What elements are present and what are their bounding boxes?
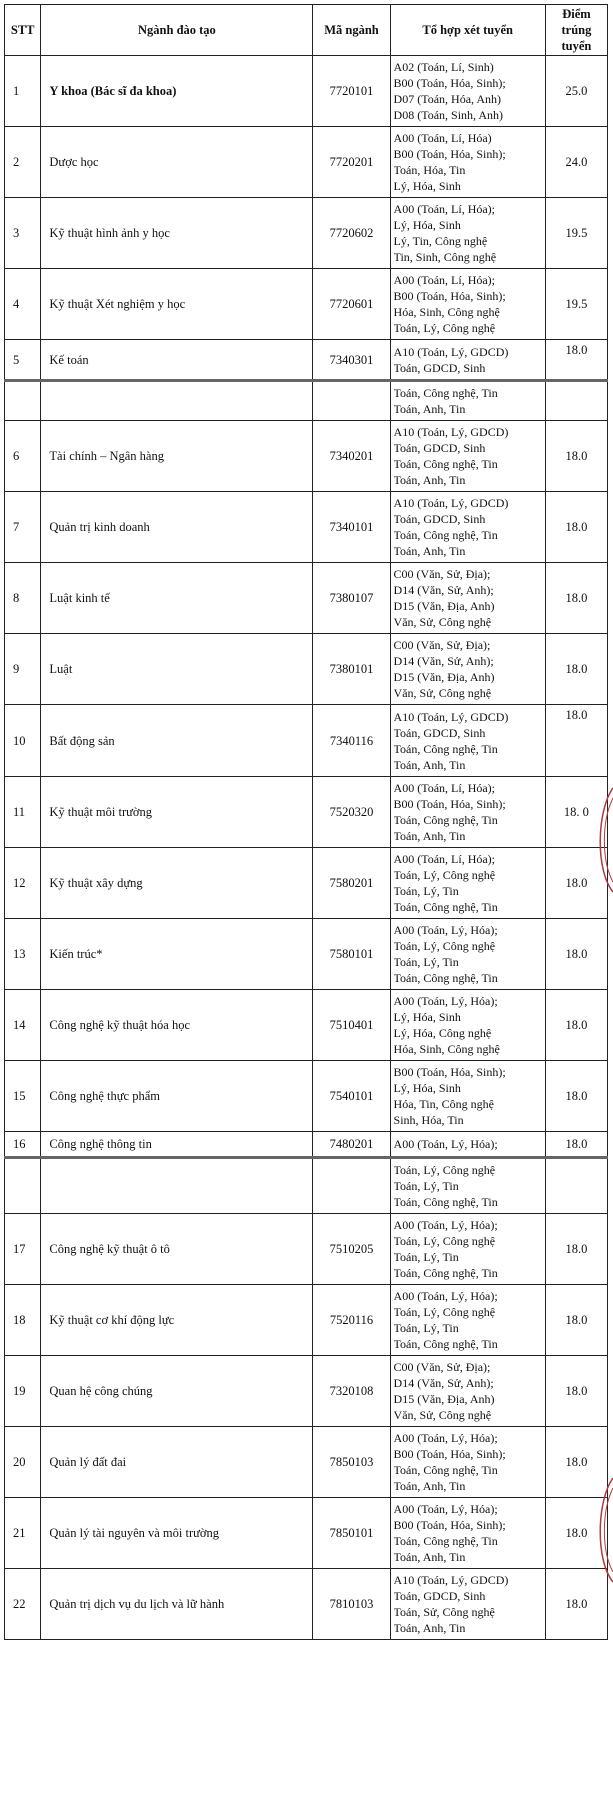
row-stt: 8 [5,563,41,634]
row-admission-score: 18.0 [545,340,607,381]
row-major-name: Kỹ thuật hình ảnh y học [41,198,313,269]
subject-combination-line: A10 (Toán, Lý, GDCD) [393,344,509,359]
row-major-name: Luật kinh tế [41,563,313,634]
row-admission-score: 18.0 [545,421,607,492]
subject-combination-line: Toán, Anh, Tin [393,1621,466,1635]
subject-combination-line: A00 (Toán, Lý, Hóa); [393,1137,498,1151]
table-row [5,56,608,127]
header-admission-score: Điểm trúng tuyển [545,5,607,56]
row-subject-combinations [390,127,545,198]
subject-combination-line: D14 (Văn, Sử, Anh); [393,583,494,597]
subject-combination-line: Toán, GDCD, Sinh [393,1589,486,1603]
row-major-name: Bất động sản [41,705,313,777]
subject-combination-line: Toán, Anh, Tin [393,1550,466,1564]
row-stt: 13 [5,919,41,990]
row-major-code: 7510205 [313,1214,390,1285]
subject-combination-line: Toán, Anh, Tin [393,1479,466,1493]
row-major-code: 7580201 [313,848,390,919]
subject-combination-line: B00 (Toán, Hóa, Sinh); [393,1518,506,1532]
subject-combination-line: C00 (Văn, Sử, Địa); [393,638,491,652]
row-major-code: 7580101 [313,919,390,990]
subject-combination-line: A00 (Toán, Lý, Hóa); [393,1502,498,1516]
row-major-name: Luật [41,634,313,705]
row-major-name [41,1158,313,1214]
row-subject-combinations [390,990,545,1061]
row-admission-score: 19.5 [545,269,607,340]
subject-combination-line: D15 (Văn, Địa, Anh) [393,670,495,684]
subject-combination-line: Hóa, Sinh, Công nghệ [393,305,500,319]
table-row [5,1132,608,1158]
subject-combination-line: D15 (Văn, Địa, Anh) [393,1392,495,1406]
table-row [5,777,608,848]
subject-combination-line: Toán, Công nghệ, Tin [393,971,498,985]
subject-combination-line: A00 (Toán, Lí, Hóa); [393,781,496,795]
subject-combination-line: Toán, Hóa, Tin [393,163,466,177]
row-subject-combinations [390,1158,545,1214]
row-major-name: Kỹ thuật Xét nghiệm y học [41,269,313,340]
row-major-name: Công nghệ kỹ thuật hóa học [41,990,313,1061]
row-subject-combinations [390,563,545,634]
row-admission-score: 18.0 [545,492,607,563]
row-admission-score: 24.0 [545,127,607,198]
subject-combination-line: B00 (Toán, Hóa, Sinh); [393,1065,506,1079]
row-major-code: 7810103 [313,1569,390,1640]
row-major-code: 7510401 [313,990,390,1061]
row-admission-score: 18.0 [545,990,607,1061]
header-subject-combination: Tổ hợp xét tuyển [390,5,545,56]
table-row [5,198,608,269]
subject-combination-line: Toán, Công nghệ, Tin [393,1195,498,1209]
row-admission-score: 18.0 [545,1061,607,1132]
subject-combination-line: Hóa, Tin, Công nghệ [393,1097,494,1111]
subject-combination-line: Toán, Lý, Công nghệ [393,321,496,335]
row-admission-score: 19.5 [545,198,607,269]
header-major-name: Ngành đào tạo [41,5,313,56]
subject-combination-line: A00 (Toán, Lý, Hóa); [393,923,498,937]
subject-combination-line: B00 (Toán, Hóa, Sinh); [393,797,506,811]
seal-stamp-fragment-bottom [591,1470,613,1590]
subject-combination-line: Toán, Lý, Tin [393,1250,459,1264]
subject-combination-line: Văn, Sử, Công nghệ [393,615,492,629]
row-major-code: 7380107 [313,563,390,634]
subject-combination-line: Toán, Lý, Tin [393,884,459,898]
subject-combination-line: Toán, Công nghệ, Tin [393,386,498,400]
row-admission-score [545,381,607,421]
row-major-code: 7850103 [313,1427,390,1498]
row-major-name: Kỹ thuật môi trường [41,777,313,848]
admission-score-table [4,4,608,1640]
table-row [5,563,608,634]
table-row [5,919,608,990]
subject-combination-line: A00 (Toán, Lí, Hóa); [393,273,496,287]
subject-combination-line: A00 (Toán, Lí, Hóa); [393,852,496,866]
row-major-name: Kiến trúc* [41,919,313,990]
row-stt: 6 [5,421,41,492]
subject-combination-line: Toán, Lý, Công nghệ [393,1163,496,1177]
table-row [5,1061,608,1132]
row-subject-combinations [390,1427,545,1498]
row-major-name: Quản trị dịch vụ du lịch và lữ hành [41,1569,313,1640]
row-stt: 21 [5,1498,41,1569]
row-stt: 19 [5,1356,41,1427]
row-admission-score: 18.0 [545,1214,607,1285]
subject-combination-line: Toán, Công nghệ, Tin [393,1463,498,1477]
subject-combination-line: Hóa, Sinh, Công nghệ [393,1042,500,1056]
subject-combination-line: Lý, Tin, Công nghệ [393,234,488,248]
subject-combination-line: B00 (Toán, Hóa, Sinh); [393,1447,506,1461]
admission-score-table-sheet [4,4,608,1640]
row-major-code: 7720201 [313,127,390,198]
row-subject-combinations [390,1356,545,1427]
row-major-name: Kế toán [41,340,313,381]
row-subject-combinations [390,1061,545,1132]
row-subject-combinations [390,1214,545,1285]
row-major-name: Kỹ thuật cơ khí động lực [41,1285,313,1356]
row-stt: 1 [5,56,41,127]
row-major-code [313,381,390,421]
row-subject-combinations [390,1285,545,1356]
subject-combination-line: A10 (Toán, Lý, GDCD) [393,496,509,510]
subject-combination-line: C00 (Văn, Sử, Địa); [393,1360,491,1374]
subject-combination-line: Toán, Công nghệ, Tin [393,1266,498,1280]
table-body [5,56,608,1640]
subject-combination-line: Toán, Lý, Tin [393,1321,459,1335]
row-major-name [41,381,313,421]
row-subject-combinations [390,634,545,705]
subject-combination-line: Toán, GDCD, Sinh [393,441,486,455]
row-stt: 20 [5,1427,41,1498]
row-subject-combinations [390,1498,545,1569]
table-row [5,127,608,198]
table-header [5,5,608,56]
table-row [5,1427,608,1498]
row-stt: 17 [5,1214,41,1285]
subject-combination-line: Toán, Anh, Tin [393,402,466,416]
subject-combination-line: Toán, Anh, Tin [393,473,466,487]
subject-combination-line: Toán, Anh, Tin [393,757,466,772]
row-major-name: Công nghệ kỹ thuật ô tô [41,1214,313,1285]
row-stt: 16 [5,1132,41,1158]
subject-combination-line: A00 (Toán, Lý, Hóa); [393,1218,498,1232]
row-admission-score: 18. 0 [545,777,607,848]
row-major-code: 7720101 [313,56,390,127]
subject-combination-line: Sinh, Hóa, Tin [393,1113,464,1127]
subject-combination-line: Toán, Lý, Công nghệ [393,1305,496,1319]
table-row [5,1214,608,1285]
row-major-code: 7340201 [313,421,390,492]
subject-combination-line: D07 (Toán, Hóa, Anh) [393,92,502,106]
subject-combination-line: Toán, GDCD, Sinh [393,512,486,526]
subject-combination-line: C00 (Văn, Sử, Địa); [393,567,491,581]
header-major-code: Mã ngành [313,5,390,56]
row-subject-combinations [390,1132,545,1158]
subject-combination-line: D08 (Toán, Sinh, Anh) [393,108,504,122]
row-stt: 5 [5,340,41,381]
row-major-code: 7850101 [313,1498,390,1569]
row-subject-combinations [390,340,545,381]
table-row [5,634,608,705]
subject-combination-line: Lý, Hóa, Sinh [393,218,461,232]
row-major-name: Quản trị kinh doanh [41,492,313,563]
table-row [5,848,608,919]
row-admission-score: 18.0 [545,705,607,777]
subject-combination-line: Toán, Công nghệ, Tin [393,813,498,827]
subject-combination-line: A00 (Toán, Lý, Hóa); [393,1431,498,1445]
row-stt: 10 [5,705,41,777]
row-major-name: Y khoa (Bác sĩ đa khoa) [41,56,313,127]
row-major-code: 7340101 [313,492,390,563]
row-major-code: 7320108 [313,1356,390,1427]
row-subject-combinations [390,56,545,127]
row-subject-combinations [390,919,545,990]
row-major-name: Quản lý tài nguyên và môi trường [41,1498,313,1569]
row-major-name: Tài chính – Ngân hàng [41,421,313,492]
subject-combination-line: Toán, Sử, Công nghệ [393,1605,495,1619]
row-major-name: Công nghệ thực phẩm [41,1061,313,1132]
row-admission-score: 18.0 [545,848,607,919]
subject-combination-line: Toán, Lý, Công nghệ [393,868,496,882]
subject-combination-line: Toán, Anh, Tin [393,829,466,843]
subject-combination-line: Toán, Công nghệ, Tin [393,1534,498,1548]
row-admission-score: 18.0 [545,1132,607,1158]
subject-combination-line: Toán, Lý, Tin [393,955,459,969]
row-major-name: Quan hệ công chúng [41,1356,313,1427]
subject-combination-line: Toán, GDCD, Sinh [393,360,486,375]
row-subject-combinations [390,421,545,492]
subject-combination-line: A00 (Toán, Lí, Hóa) [393,131,492,145]
row-major-code: 7520116 [313,1285,390,1356]
row-subject-combinations [390,198,545,269]
subject-combination-line: A02 (Toán, Lí, Sinh) [393,60,494,74]
subject-combination-line: Toán, Công nghệ, Tin [393,900,498,914]
row-stt: 4 [5,269,41,340]
table-row [5,1356,608,1427]
subject-combination-line: Toán, Anh, Tin [393,544,466,558]
row-subject-combinations [390,705,545,777]
table-row [5,340,608,381]
subject-combination-line: Lý, Hóa, Sinh [393,1081,461,1095]
row-major-code: 7540101 [313,1061,390,1132]
row-stt: 2 [5,127,41,198]
row-subject-combinations [390,848,545,919]
row-stt: 11 [5,777,41,848]
subject-combination-line: Toán, Công nghệ, Tin [393,457,498,471]
header-stt: STT [5,5,41,56]
table-row [5,492,608,563]
table-row [5,421,608,492]
seal-stamp-fragment-top [591,780,613,900]
row-stt: 3 [5,198,41,269]
row-major-name: Quản lý đất đai [41,1427,313,1498]
row-admission-score: 18.0 [545,1427,607,1498]
row-admission-score: 18.0 [545,919,607,990]
subject-combination-line: Tin, Sinh, Công nghệ [393,250,497,264]
subject-combination-line: Toán, Lý, Công nghệ [393,939,496,953]
row-admission-score [545,1158,607,1214]
table-row [5,269,608,340]
row-stt [5,381,41,421]
table-row [5,705,608,777]
row-stt: 18 [5,1285,41,1356]
table-row [5,381,608,421]
row-admission-score: 18.0 [545,634,607,705]
subject-combination-line: Toán, Công nghệ, Tin [393,528,498,542]
row-subject-combinations [390,492,545,563]
row-admission-score: 18.0 [545,1285,607,1356]
row-stt: 22 [5,1569,41,1640]
table-row [5,1569,608,1640]
row-subject-combinations [390,1569,545,1640]
subject-combination-line: Toán, Công nghệ, Tin [393,1337,498,1351]
row-subject-combinations [390,381,545,421]
row-admission-score: 18.0 [545,1356,607,1427]
subject-combination-line: B00 (Toán, Hóa, Sinh); [393,147,506,161]
row-stt [5,1158,41,1214]
row-major-code: 7520320 [313,777,390,848]
row-major-code: 7720601 [313,269,390,340]
table-row [5,1285,608,1356]
row-major-code: 7480201 [313,1132,390,1158]
row-admission-score: 18.0 [545,563,607,634]
row-major-code: 7340116 [313,705,390,777]
subject-combination-line: D14 (Văn, Sử, Anh); [393,1376,494,1390]
table-row [5,1158,608,1214]
subject-combination-line: B00 (Toán, Hóa, Sinh); [393,76,506,90]
subject-combination-line: D15 (Văn, Địa, Anh) [393,599,495,613]
subject-combination-line: A00 (Toán, Lí, Hóa); [393,202,496,216]
subject-combination-line: A10 (Toán, Lý, GDCD) [393,1573,509,1587]
row-admission-score: 18.0 [545,1569,607,1640]
subject-combination-line: Toán, Công nghệ, Tin [393,741,498,756]
row-stt: 14 [5,990,41,1061]
subject-combination-line: Lý, Hóa, Công nghệ [393,1026,492,1040]
subject-combination-line: Lý, Hóa, Sinh [393,179,461,193]
subject-combination-line: A00 (Toán, Lý, Hóa); [393,994,498,1008]
row-major-code: 7340301 [313,340,390,381]
subject-combination-line: D14 (Văn, Sử, Anh); [393,654,494,668]
row-subject-combinations [390,269,545,340]
row-major-name: Kỹ thuật xây dựng [41,848,313,919]
table-row [5,1498,608,1569]
row-subject-combinations [390,777,545,848]
subject-combination-line: Lý, Hóa, Sinh [393,1010,461,1024]
row-stt: 7 [5,492,41,563]
row-major-name: Dược học [41,127,313,198]
row-major-code: 7720602 [313,198,390,269]
row-major-name: Công nghệ thông tin [41,1132,313,1158]
subject-combination-line: Toán, GDCD, Sinh [393,725,486,740]
row-admission-score: 18.0 [545,1498,607,1569]
row-major-code: 7380101 [313,634,390,705]
row-admission-score: 25.0 [545,56,607,127]
subject-combination-line: Toán, Lý, Công nghệ [393,1234,496,1248]
table-row [5,990,608,1061]
row-stt: 9 [5,634,41,705]
subject-combination-line: A10 (Toán, Lý, GDCD) [393,709,509,724]
subject-combination-line: A00 (Toán, Lý, Hóa); [393,1289,498,1303]
subject-combination-line: Văn, Sử, Công nghệ [393,1408,492,1422]
subject-combination-line: B00 (Toán, Hóa, Sinh); [393,289,506,303]
subject-combination-line: Văn, Sử, Công nghệ [393,686,492,700]
row-stt: 12 [5,848,41,919]
row-major-code [313,1158,390,1214]
row-stt: 15 [5,1061,41,1132]
subject-combination-line: Toán, Lý, Tin [393,1179,459,1193]
subject-combination-line: A10 (Toán, Lý, GDCD) [393,425,509,439]
